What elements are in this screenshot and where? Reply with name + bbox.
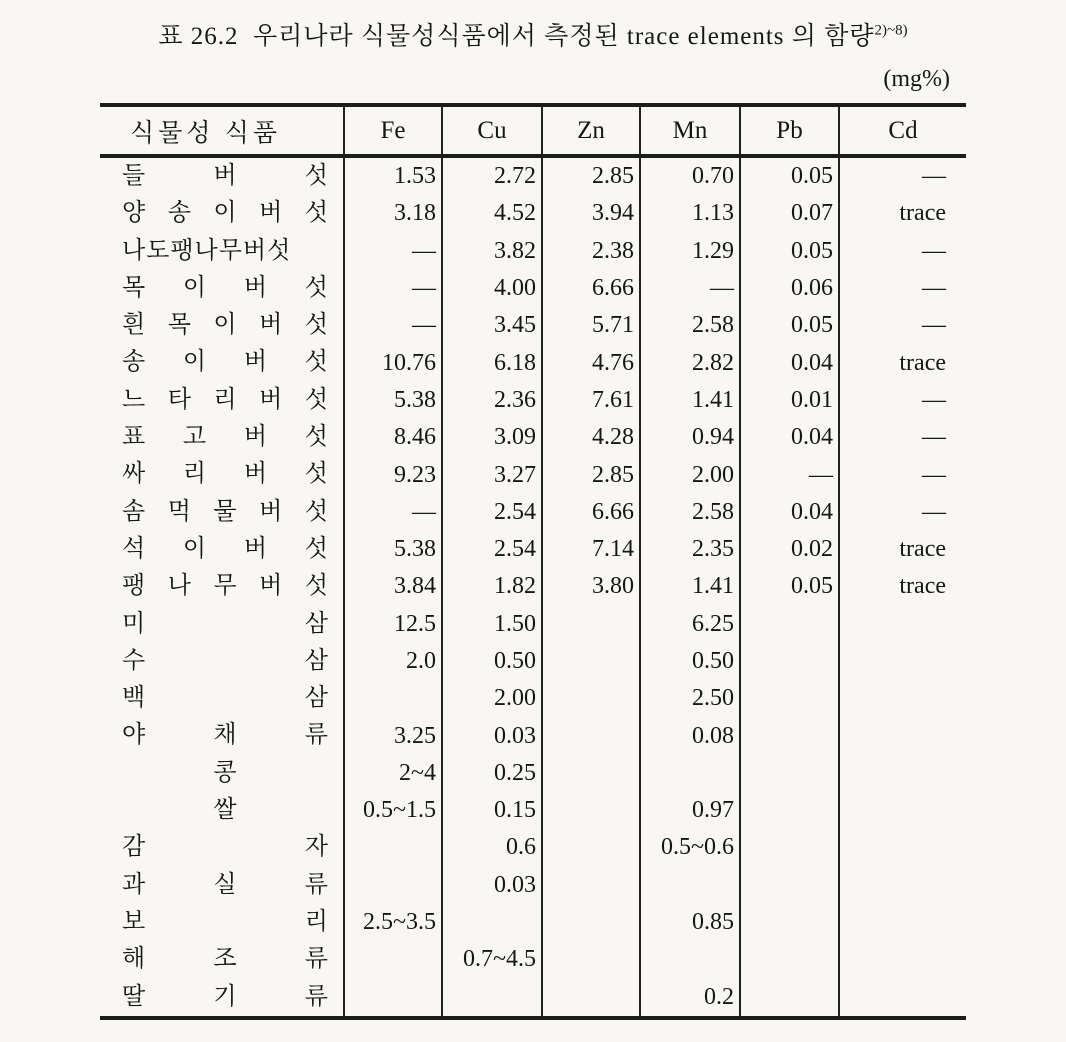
column-header-zn: Zn	[541, 107, 639, 154]
mn-value-cell: 1.41	[639, 568, 739, 605]
table-row	[100, 531, 966, 568]
cd-value-cell: —	[838, 382, 966, 419]
pb-value-cell	[739, 755, 838, 792]
cd-value-cell: —	[838, 456, 966, 493]
fe-value-cell: 10.76	[343, 344, 441, 381]
mn-value-cell: 0.94	[639, 419, 739, 456]
fe-value-cell: 3.84	[343, 568, 441, 605]
table-row	[100, 568, 966, 605]
column-header-fe: Fe	[343, 107, 441, 154]
table-row	[100, 158, 966, 195]
pb-value-cell: 0.06	[739, 270, 838, 307]
table-row	[100, 456, 966, 493]
pb-value-cell: 0.01	[739, 382, 838, 419]
pb-value-cell: 0.07	[739, 195, 838, 232]
cu-value-cell: 2.54	[441, 531, 541, 568]
pb-value-cell: 0.05	[739, 568, 838, 605]
fe-value-cell	[343, 979, 441, 1016]
food-name-cell: 느 타 리 버 섯	[122, 386, 329, 413]
zn-value-cell	[541, 606, 639, 643]
mn-value-cell: 0.2	[639, 979, 739, 1016]
food-name-cell: 싸 리 버 섯	[122, 461, 329, 488]
caption-reference-superscript: 2)~8)	[874, 22, 908, 39]
mn-value-cell: 0.50	[639, 643, 739, 680]
fe-value-cell	[343, 680, 441, 717]
mn-value-cell: 2.00	[639, 456, 739, 493]
cd-value-cell: trace	[838, 344, 966, 381]
column-header-cu: Cu	[441, 107, 541, 154]
table-row	[100, 904, 966, 941]
food-name-cell: 표 고 버 섯	[122, 424, 329, 451]
table-header-row	[100, 107, 966, 158]
mn-value-cell: 0.85	[639, 904, 739, 941]
fe-value-cell: 0.5~1.5	[343, 792, 441, 829]
fe-value-cell: 5.38	[343, 531, 441, 568]
zn-value-cell: 3.80	[541, 568, 639, 605]
cu-value-cell: 1.50	[441, 606, 541, 643]
table-row	[100, 792, 966, 829]
food-name-cell: 송 이 버 섯	[122, 349, 329, 376]
pb-value-cell	[739, 941, 838, 978]
zn-value-cell	[541, 979, 639, 1016]
fe-value-cell: 2~4	[343, 755, 441, 792]
fe-value-cell: 12.5	[343, 606, 441, 643]
cd-value-cell: trace	[838, 195, 966, 232]
cu-value-cell: 0.03	[441, 867, 541, 904]
table-row	[100, 606, 966, 643]
pb-value-cell	[739, 979, 838, 1016]
pb-value-cell: 0.05	[739, 307, 838, 344]
mn-value-cell: 2.58	[639, 494, 739, 531]
pb-value-cell: —	[739, 456, 838, 493]
zn-value-cell	[541, 941, 639, 978]
food-name-cell: 백 삼	[122, 685, 329, 712]
pb-value-cell: 0.02	[739, 531, 838, 568]
column-header-cd: Cd	[838, 107, 966, 154]
zn-value-cell: 3.94	[541, 195, 639, 232]
fe-value-cell: 2.5~3.5	[343, 904, 441, 941]
cd-value-cell	[838, 829, 966, 866]
pb-value-cell	[739, 680, 838, 717]
mn-value-cell: 1.13	[639, 195, 739, 232]
table-row	[100, 195, 966, 232]
food-name-cell: 목 이 버 섯	[122, 274, 329, 301]
cu-value-cell: 0.6	[441, 829, 541, 866]
fe-value-cell: 8.46	[343, 419, 441, 456]
cd-value-cell	[838, 680, 966, 717]
food-name-cell: 쌀	[213, 797, 238, 824]
fe-value-cell: —	[343, 494, 441, 531]
cu-value-cell: 0.50	[441, 643, 541, 680]
fe-value-cell: 3.18	[343, 195, 441, 232]
pb-value-cell: 0.05	[739, 233, 838, 270]
zn-value-cell	[541, 867, 639, 904]
table-row	[100, 382, 966, 419]
food-name-cell: 양 송 이 버 섯	[122, 200, 329, 227]
food-name-cell: 흰 목 이 버 섯	[122, 312, 329, 339]
fe-value-cell: 9.23	[343, 456, 441, 493]
pb-value-cell	[739, 792, 838, 829]
mn-value-cell	[639, 941, 739, 978]
pb-value-cell	[739, 904, 838, 941]
food-name-cell: 과 실 류	[122, 871, 329, 898]
food-name-cell: 감 자	[122, 834, 329, 861]
zn-value-cell	[541, 755, 639, 792]
table-row	[100, 829, 966, 866]
cd-value-cell: —	[838, 270, 966, 307]
pb-value-cell	[739, 643, 838, 680]
cd-value-cell	[838, 755, 966, 792]
food-name-cell: 야 채 류	[122, 722, 329, 749]
table-row	[100, 643, 966, 680]
fe-value-cell: 2.0	[343, 643, 441, 680]
pb-value-cell	[739, 867, 838, 904]
cd-value-cell: —	[838, 158, 966, 195]
pb-value-cell: 0.04	[739, 419, 838, 456]
table-row	[100, 419, 966, 456]
food-name-cell: 들 버 섯	[122, 163, 329, 189]
mn-value-cell: 0.97	[639, 792, 739, 829]
food-name-cell: 보 리	[122, 908, 329, 935]
table-row	[100, 270, 966, 307]
cd-value-cell: trace	[838, 568, 966, 605]
zn-value-cell: 7.61	[541, 382, 639, 419]
zn-value-cell: 6.66	[541, 270, 639, 307]
cd-value-cell	[838, 867, 966, 904]
pb-value-cell: 0.05	[739, 158, 838, 195]
mn-value-cell: 0.70	[639, 158, 739, 195]
fe-value-cell: —	[343, 307, 441, 344]
cu-value-cell: 3.45	[441, 307, 541, 344]
zn-value-cell: 2.85	[541, 456, 639, 493]
table-row	[100, 494, 966, 531]
zn-value-cell: 2.38	[541, 233, 639, 270]
cu-value-cell: 3.82	[441, 233, 541, 270]
pb-value-cell	[739, 606, 838, 643]
food-name-cell: 석 이 버 섯	[122, 535, 329, 562]
mn-value-cell: 2.35	[639, 531, 739, 568]
table-row	[100, 680, 966, 717]
cd-value-cell	[838, 904, 966, 941]
table-row	[100, 717, 966, 754]
cd-value-cell: trace	[838, 531, 966, 568]
food-name-cell: 콩	[213, 759, 238, 786]
cd-value-cell	[838, 606, 966, 643]
cd-value-cell	[838, 643, 966, 680]
zn-value-cell	[541, 717, 639, 754]
zn-value-cell: 7.14	[541, 531, 639, 568]
mn-value-cell: 2.58	[639, 307, 739, 344]
food-name-cell: 팽 나 무 버 섯	[122, 573, 329, 600]
table-caption	[100, 16, 966, 52]
cd-value-cell: —	[838, 307, 966, 344]
cu-value-cell: 3.27	[441, 456, 541, 493]
pb-value-cell: 0.04	[739, 494, 838, 531]
cu-value-cell: 3.09	[441, 419, 541, 456]
column-header-food: 식물성 식품	[130, 119, 282, 147]
trace-elements-table	[100, 103, 966, 1020]
fe-value-cell: 5.38	[343, 382, 441, 419]
cu-value-cell: 2.72	[441, 158, 541, 195]
cu-value-cell: 0.25	[441, 755, 541, 792]
zn-value-cell: 6.66	[541, 494, 639, 531]
zn-value-cell	[541, 643, 639, 680]
pb-value-cell	[739, 829, 838, 866]
fe-value-cell: 1.53	[343, 158, 441, 195]
food-name-cell: 딸 기 류	[122, 983, 329, 1010]
unit-label: (mg%)	[883, 66, 950, 92]
zn-value-cell	[541, 792, 639, 829]
cd-value-cell: —	[838, 419, 966, 456]
fe-value-cell: —	[343, 270, 441, 307]
cu-value-cell	[441, 904, 541, 941]
table-row	[100, 755, 966, 792]
mn-value-cell: 0.08	[639, 717, 739, 754]
cd-value-cell	[838, 792, 966, 829]
zn-value-cell	[541, 680, 639, 717]
column-header-pb: Pb	[739, 107, 838, 154]
table-row	[100, 344, 966, 381]
food-name-cell: 솜 먹 물 버 섯	[122, 498, 329, 525]
table-row	[100, 941, 966, 978]
mn-value-cell: 1.29	[639, 233, 739, 270]
table-row	[100, 307, 966, 344]
pb-value-cell: 0.04	[739, 344, 838, 381]
column-header-mn: Mn	[639, 107, 739, 154]
fe-value-cell	[343, 829, 441, 866]
cd-value-cell: —	[838, 233, 966, 270]
cu-value-cell: 2.00	[441, 680, 541, 717]
mn-value-cell: 0.5~0.6	[639, 829, 739, 866]
cu-value-cell: 6.18	[441, 344, 541, 381]
table-caption-text: 표 26.2 우리나라 식물성식품에서 측정된 trace elements 의 함량	[158, 23, 875, 50]
table-row	[100, 867, 966, 904]
fe-value-cell: —	[343, 233, 441, 270]
fe-value-cell: 3.25	[343, 717, 441, 754]
food-name-cell: 수 삼	[122, 647, 329, 674]
fe-value-cell	[343, 941, 441, 978]
mn-value-cell: 2.50	[639, 680, 739, 717]
cu-value-cell: 2.36	[441, 382, 541, 419]
cu-value-cell: 0.7~4.5	[441, 941, 541, 978]
zn-value-cell: 4.76	[541, 344, 639, 381]
food-name-cell: 나도팽나무버섯	[122, 237, 292, 264]
cu-value-cell: 1.82	[441, 568, 541, 605]
food-name-cell: 해 조 류	[122, 946, 329, 973]
table-row	[100, 979, 966, 1016]
table-row	[100, 233, 966, 270]
mn-value-cell: 2.82	[639, 344, 739, 381]
zn-value-cell	[541, 904, 639, 941]
food-name-cell: 미 삼	[122, 610, 329, 637]
cd-value-cell	[838, 717, 966, 754]
cu-value-cell: 4.00	[441, 270, 541, 307]
zn-value-cell: 4.28	[541, 419, 639, 456]
zn-value-cell: 5.71	[541, 307, 639, 344]
mn-value-cell	[639, 755, 739, 792]
mn-value-cell: 6.25	[639, 606, 739, 643]
cd-value-cell	[838, 941, 966, 978]
cu-value-cell: 0.03	[441, 717, 541, 754]
mn-value-cell	[639, 867, 739, 904]
mn-value-cell: —	[639, 270, 739, 307]
cu-value-cell: 4.52	[441, 195, 541, 232]
cd-value-cell	[838, 979, 966, 1016]
cd-value-cell: —	[838, 494, 966, 531]
fe-value-cell	[343, 867, 441, 904]
pb-value-cell	[739, 717, 838, 754]
cu-value-cell	[441, 979, 541, 1016]
mn-value-cell: 1.41	[639, 382, 739, 419]
cu-value-cell: 0.15	[441, 792, 541, 829]
zn-value-cell	[541, 829, 639, 866]
cu-value-cell: 2.54	[441, 494, 541, 531]
zn-value-cell: 2.85	[541, 158, 639, 195]
